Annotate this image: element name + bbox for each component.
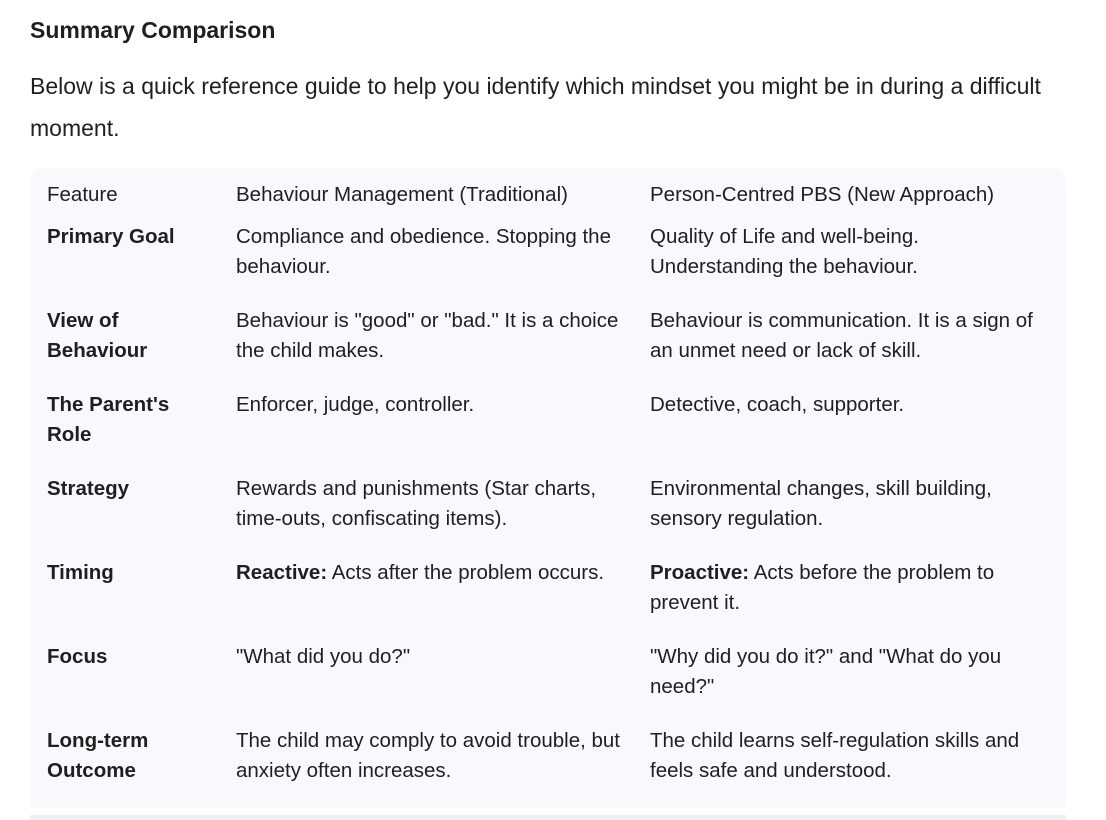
row-feature: Long-term Outcome — [47, 729, 149, 782]
reactive-label: Reactive: — [236, 561, 328, 584]
row-traditional: The child may comply to avoid trouble, but anxiety often increases. — [236, 729, 620, 782]
table-row — [30, 474, 1066, 558]
proactive-text: Acts before the problem to prevent it. — [650, 561, 995, 614]
comparison-table-container — [30, 168, 1066, 808]
row-pbs: Behaviour is communication. It is a sign of an unmet need or lack of skill. — [650, 309, 1033, 362]
row-traditional: Rewards and punishments (Star charts, time-outs, confiscating items). — [236, 477, 597, 530]
row-feature: The Parent's Role — [47, 393, 170, 446]
row-traditional: Compliance and obedience. Stopping the behaviour. — [236, 225, 611, 278]
header-pbs: Person-Centred PBS (New Approach) — [650, 183, 995, 206]
section-heading: Summary Comparison — [30, 17, 276, 43]
table-row — [30, 726, 1066, 808]
row-pbs — [632, 558, 1066, 642]
row-traditional: Enforcer, judge, controller. — [236, 393, 475, 416]
row-feature: Focus — [47, 645, 108, 668]
row-feature: Timing — [47, 561, 114, 584]
row-traditional: "What did you do?" — [236, 645, 411, 668]
row-feature: View of Behaviour — [47, 309, 148, 362]
intro-paragraph: Below is a quick reference guide to help you identify which mindset you might be in during a difficult moment. — [30, 73, 1041, 141]
header-traditional: Behaviour Management (Traditional) — [236, 183, 568, 206]
document-content — [30, 0, 1066, 782]
row-feature: Primary Goal — [47, 225, 175, 248]
row-pbs: The child learns self-regulation skills and feels safe and understood. — [650, 729, 1020, 782]
row-feature: Strategy — [47, 477, 130, 500]
row-traditional — [218, 558, 632, 642]
table-row — [30, 306, 1066, 390]
header-feature: Feature — [47, 183, 118, 206]
reactive-text: Acts after the problem occurs. — [327, 561, 605, 584]
table-header-row — [30, 168, 1066, 222]
table-row — [30, 642, 1066, 726]
table-row — [30, 390, 1066, 474]
comparison-table — [30, 168, 1066, 808]
row-pbs: Quality of Life and well-being. Understanding the behaviour. — [650, 225, 919, 278]
row-pbs: "Why did you do it?" and "What do you need?" — [650, 645, 1002, 698]
table-row — [30, 222, 1066, 306]
table-bottom-divider — [30, 815, 1066, 820]
row-traditional: Behaviour is "good" or "bad." It is a choice the child makes. — [236, 309, 619, 362]
proactive-label: Proactive: — [650, 561, 750, 584]
row-pbs: Detective, coach, supporter. — [650, 393, 905, 416]
table-row — [30, 558, 1066, 642]
row-pbs: Environmental changes, skill building, sensory regulation. — [650, 477, 992, 530]
